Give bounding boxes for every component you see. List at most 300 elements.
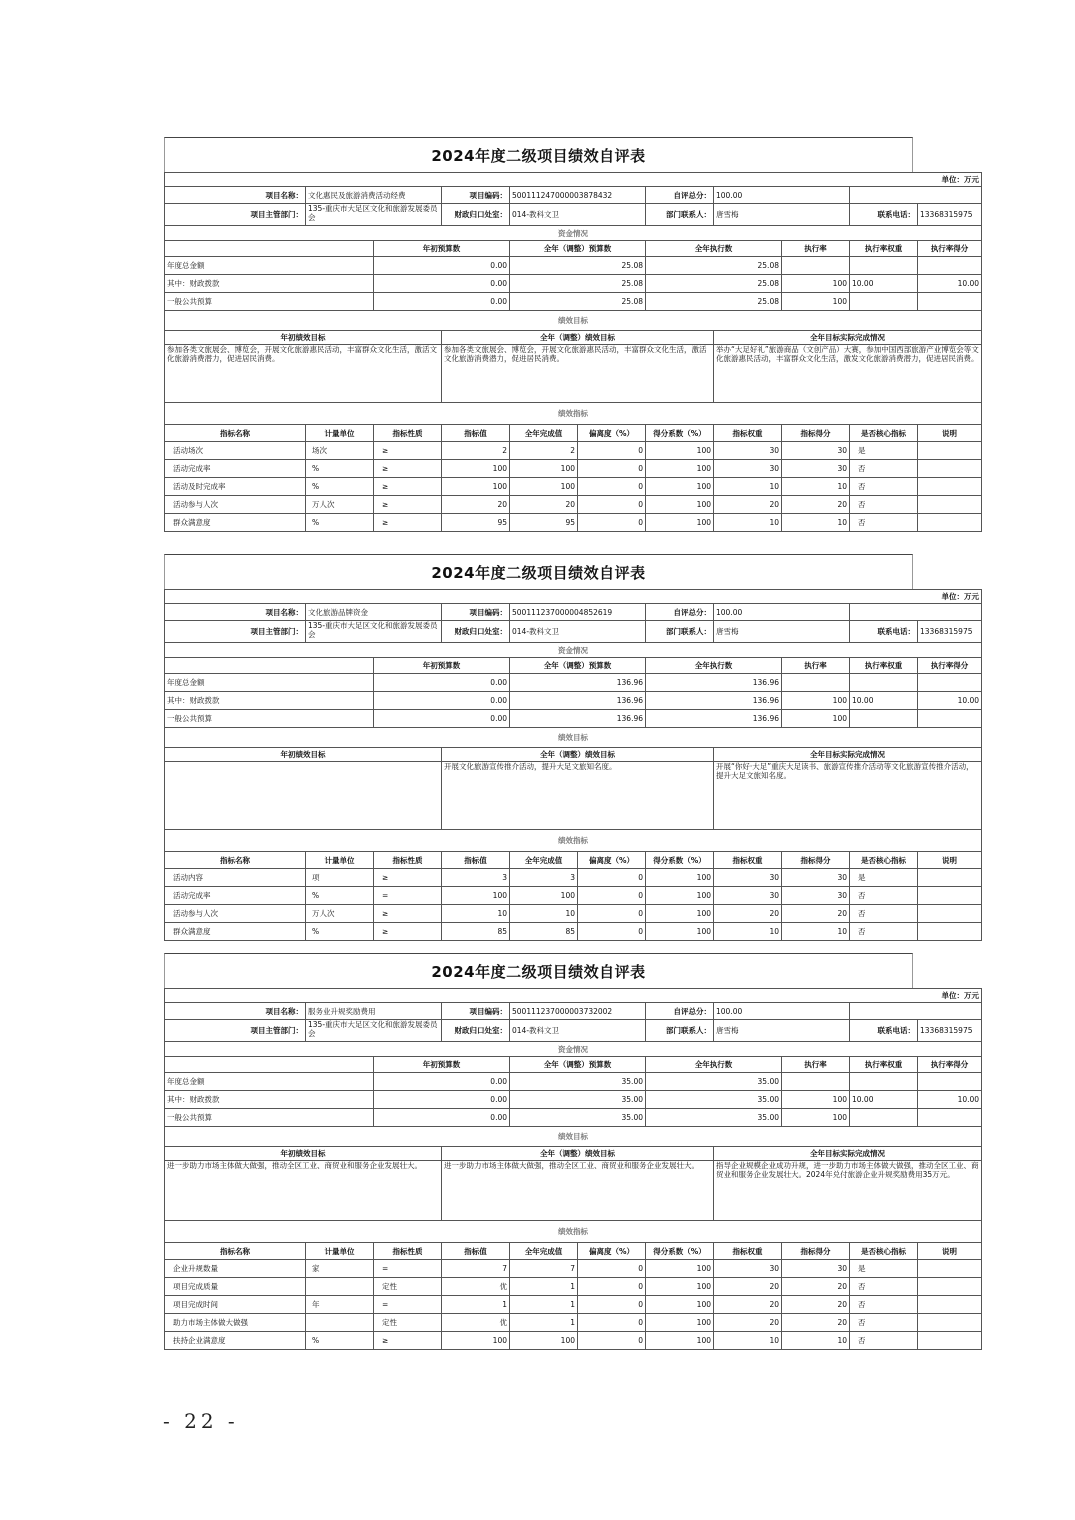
finance-office-label: 财政归口处室： [442, 1020, 510, 1042]
evaluation-form-1 [164, 137, 980, 532]
form-title: 2024年度二级项目绩效自评表 [164, 137, 913, 172]
phone-value: 13368315975 [918, 1020, 982, 1042]
indicators-section-title: 绩效指标 [165, 403, 982, 425]
dept-value: 135-重庆市大足区文化和旅游发展委员会 [306, 621, 442, 643]
indicator-score: 20 [782, 1278, 850, 1296]
indicator-score-coef: 100 [646, 442, 714, 460]
goal-adjusted-text: 参加各类文旅展会、博览会，开展文化旅游惠民活动，丰富群众文化生活，激活文化旅游消费潜力，促进居民消费。 [442, 345, 714, 403]
indicator-deviation: 0 [578, 1260, 646, 1278]
indicator-row [165, 514, 982, 532]
indicator-nature: 定性 [374, 1278, 442, 1296]
blank-cell [850, 1003, 982, 1020]
goal-col-header: 全年（调整）绩效目标 [442, 1147, 714, 1161]
funds-row-label: 一般公共预算 [165, 1109, 374, 1127]
indicator-value: 7 [442, 1260, 510, 1278]
funds-section-title: 资金情况 [165, 643, 982, 658]
indicator-deviation: 0 [578, 905, 646, 923]
indicator-deviation: 0 [578, 923, 646, 941]
indicator-col-header: 指标值 [442, 425, 510, 442]
project-code-value: 500111237000004852619 [510, 604, 646, 621]
funds-cell [850, 1073, 918, 1091]
goals-section-title: 绩效目标 [165, 311, 982, 331]
unit-label: 单位：万元 [165, 173, 982, 187]
indicator-weight: 20 [714, 1278, 782, 1296]
indicator-name: 扶持企业满意度 [165, 1332, 306, 1350]
indicator-nature: ≥ [374, 1332, 442, 1350]
funds-cell: 35.00 [646, 1073, 782, 1091]
indicator-row [165, 460, 982, 478]
indicator-deviation: 0 [578, 1332, 646, 1350]
indicator-is-core: 是 [850, 1260, 918, 1278]
funds-cell: 100 [782, 1091, 850, 1109]
indicator-col-header: 偏离度（%） [578, 425, 646, 442]
funds-cell: 136.96 [646, 674, 782, 692]
blank-cell [850, 604, 982, 621]
finance-office-label: 财政归口处室： [442, 204, 510, 226]
indicator-weight: 30 [714, 1260, 782, 1278]
funds-cell [782, 674, 850, 692]
indicator-score: 10 [782, 923, 850, 941]
goal-completion-text: 指导企业规模企业成功升规，进一步助力市场主体做大做强，推动全区工业、商贸业和服务企业发展壮大。2024年兑付旅游企业升规奖励费用35万元。 [714, 1161, 982, 1221]
funds-cell: 136.96 [510, 710, 646, 728]
goal-col-header: 年初绩效目标 [165, 1147, 442, 1161]
indicator-col-header: 指标值 [442, 1243, 510, 1260]
goal-completion-text: 举办“大足好礼”旅游商品（文创产品）大赛，参加中国西部旅游产业博览会等文化旅游惠民活动，丰富群众文化生活，激发文化旅游消费潜力，促进居民消费。 [714, 345, 982, 403]
indicator-is-core: 否 [850, 460, 918, 478]
indicator-is-core: 否 [850, 514, 918, 532]
form-title: 2024年度二级项目绩效自评表 [164, 953, 913, 988]
blank-cell [165, 1057, 374, 1073]
indicator-name: 活动及时完成率 [165, 478, 306, 496]
indicator-value: 100 [442, 1332, 510, 1350]
indicator-unit: % [306, 887, 374, 905]
indicator-nature: ≥ [374, 478, 442, 496]
indicator-deviation: 0 [578, 869, 646, 887]
indicator-col-header: 指标权重 [714, 852, 782, 869]
indicator-unit: % [306, 1332, 374, 1350]
indicator-row [165, 1314, 982, 1332]
dept-label: 项目主管部门： [165, 621, 306, 643]
funds-cell: 10.00 [850, 275, 918, 293]
funds-cell: 25.08 [646, 293, 782, 311]
funds-cell: 0.00 [374, 692, 510, 710]
indicator-actual: 20 [510, 496, 578, 514]
indicator-col-header: 指标权重 [714, 1243, 782, 1260]
goal-col-header: 全年目标实际完成情况 [714, 748, 982, 762]
indicator-weight: 10 [714, 1332, 782, 1350]
dept-value: 135-重庆市大足区文化和旅游发展委员会 [306, 1020, 442, 1042]
project-code-label: 项目编码： [442, 604, 510, 621]
indicator-col-header: 指标性质 [374, 425, 442, 442]
goal-adjusted-text: 进一步助力市场主体做大做强，推动全区工业、商贸业和服务企业发展壮大。 [442, 1161, 714, 1221]
indicator-actual: 95 [510, 514, 578, 532]
indicator-col-header: 指标性质 [374, 852, 442, 869]
project-code-value: 500111237000003732002 [510, 1003, 646, 1020]
indicator-col-header: 计量单位 [306, 1243, 374, 1260]
project-name-label: 项目名称： [165, 1003, 306, 1020]
funds-cell: 35.00 [510, 1091, 646, 1109]
indicator-weight: 20 [714, 1296, 782, 1314]
indicator-name: 活动完成率 [165, 887, 306, 905]
indicator-actual: 100 [510, 1332, 578, 1350]
indicator-score-coef: 100 [646, 1260, 714, 1278]
indicator-nature: ≥ [374, 905, 442, 923]
indicator-col-header: 得分系数（%） [646, 425, 714, 442]
funds-section-title: 资金情况 [165, 226, 982, 241]
funds-col-header: 年初预算数 [374, 658, 510, 674]
indicator-score: 30 [782, 869, 850, 887]
funds-cell: 25.08 [510, 275, 646, 293]
indicator-nature: 定性 [374, 1314, 442, 1332]
evaluation-form-2 [164, 554, 980, 941]
indicator-weight: 10 [714, 923, 782, 941]
indicator-row [165, 1296, 982, 1314]
indicator-col-header: 说明 [918, 425, 982, 442]
contact-label: 部门联系人： [646, 621, 714, 643]
indicator-note [918, 923, 982, 941]
funds-col-header: 全年执行数 [646, 241, 782, 257]
indicator-col-header: 计量单位 [306, 852, 374, 869]
indicator-score: 30 [782, 460, 850, 478]
indicator-deviation: 0 [578, 1314, 646, 1332]
indicator-note [918, 478, 982, 496]
indicator-note [918, 1296, 982, 1314]
indicator-unit: % [306, 460, 374, 478]
funds-row-label: 一般公共预算 [165, 710, 374, 728]
indicator-score: 20 [782, 496, 850, 514]
indicator-score-coef: 100 [646, 1296, 714, 1314]
unit-label: 单位：万元 [165, 590, 982, 604]
indicator-deviation: 0 [578, 887, 646, 905]
funds-row-label: 年度总金额 [165, 674, 374, 692]
indicator-note [918, 869, 982, 887]
funds-cell [782, 1073, 850, 1091]
indicator-col-header: 偏离度（%） [578, 1243, 646, 1260]
project-name-label: 项目名称： [165, 604, 306, 621]
contact-value: 唐雪梅 [714, 621, 850, 643]
funds-row-label: 年度总金额 [165, 1073, 374, 1091]
indicator-score: 30 [782, 887, 850, 905]
indicator-actual: 100 [510, 460, 578, 478]
funds-cell [850, 293, 918, 311]
funds-col-header: 年初预算数 [374, 241, 510, 257]
indicator-score-coef: 100 [646, 1332, 714, 1350]
indicator-unit: % [306, 514, 374, 532]
indicator-col-header: 指标权重 [714, 425, 782, 442]
indicator-score-coef: 100 [646, 905, 714, 923]
evaluation-form-3 [164, 953, 980, 1350]
indicator-actual: 3 [510, 869, 578, 887]
contact-value: 唐雪梅 [714, 204, 850, 226]
funds-row-label: 年度总金额 [165, 257, 374, 275]
indicator-weight: 30 [714, 869, 782, 887]
indicator-nature: ≥ [374, 496, 442, 514]
indicator-note [918, 1314, 982, 1332]
goal-col-header: 全年目标实际完成情况 [714, 331, 982, 345]
indicator-note [918, 887, 982, 905]
indicator-score-coef: 100 [646, 478, 714, 496]
funds-cell [918, 710, 982, 728]
indicator-value: 1 [442, 1296, 510, 1314]
funds-cell: 10.00 [850, 1091, 918, 1109]
funds-col-header: 执行率 [782, 1057, 850, 1073]
indicator-unit [306, 1278, 374, 1296]
funds-cell: 35.00 [646, 1091, 782, 1109]
funds-cell: 10.00 [918, 1091, 982, 1109]
form-title: 2024年度二级项目绩效自评表 [164, 554, 913, 589]
funds-cell [850, 710, 918, 728]
goal-col-header: 全年目标实际完成情况 [714, 1147, 982, 1161]
indicator-value: 100 [442, 887, 510, 905]
indicator-unit: 万人次 [306, 496, 374, 514]
indicator-score-coef: 100 [646, 1314, 714, 1332]
indicator-name: 活动参与人次 [165, 905, 306, 923]
funds-cell [782, 257, 850, 275]
funds-col-header: 执行率得分 [918, 1057, 982, 1073]
funds-cell: 136.96 [510, 674, 646, 692]
indicator-name: 群众满意度 [165, 923, 306, 941]
indicator-nature: = [374, 1296, 442, 1314]
dept-label: 项目主管部门： [165, 1020, 306, 1042]
phone-label: 联系电话： [850, 1020, 918, 1042]
indicator-col-header: 指标得分 [782, 1243, 850, 1260]
indicator-deviation: 0 [578, 478, 646, 496]
phone-label: 联系电话： [850, 621, 918, 643]
finance-office-label: 财政归口处室： [442, 621, 510, 643]
dept-value: 135-重庆市大足区文化和旅游发展委员会 [306, 204, 442, 226]
indicator-score: 20 [782, 1314, 850, 1332]
indicator-col-header: 是否核心指标 [850, 1243, 918, 1260]
blank-cell [165, 658, 374, 674]
self-total-label: 自评总分： [646, 604, 714, 621]
indicator-name: 助力市场主体做大做强 [165, 1314, 306, 1332]
indicator-deviation: 0 [578, 514, 646, 532]
funds-row-label: 其中：财政拨款 [165, 692, 374, 710]
indicator-col-header: 得分系数（%） [646, 1243, 714, 1260]
indicator-unit: 项 [306, 869, 374, 887]
contact-label: 部门联系人： [646, 1020, 714, 1042]
indicator-weight: 20 [714, 905, 782, 923]
funds-cell: 0.00 [374, 1091, 510, 1109]
goal-col-header: 全年（调整）绩效目标 [442, 331, 714, 345]
indicator-row [165, 905, 982, 923]
indicators-section-title: 绩效指标 [165, 1221, 982, 1243]
indicator-unit: 年 [306, 1296, 374, 1314]
funds-cell: 0.00 [374, 257, 510, 275]
funds-cell: 10.00 [850, 692, 918, 710]
indicator-weight: 10 [714, 514, 782, 532]
project-code-value: 500111247000003878432 [510, 187, 646, 204]
indicator-col-header: 指标值 [442, 852, 510, 869]
indicator-actual: 10 [510, 905, 578, 923]
finance-office-value: 014-教科文卫 [510, 1020, 646, 1042]
unit-label: 单位：万元 [165, 989, 982, 1003]
funds-cell: 0.00 [374, 1073, 510, 1091]
goals-section-title: 绩效目标 [165, 728, 982, 748]
funds-cell [918, 293, 982, 311]
indicator-nature: ≥ [374, 923, 442, 941]
indicator-row [165, 1260, 982, 1278]
funds-cell: 0.00 [374, 1109, 510, 1127]
indicator-weight: 20 [714, 496, 782, 514]
funds-col-header: 执行率权重 [850, 241, 918, 257]
indicator-nature: = [374, 1260, 442, 1278]
funds-col-header: 执行率得分 [918, 241, 982, 257]
indicator-nature: ≥ [374, 514, 442, 532]
goal-adjusted-text: 开展文化旅游宣传推介活动，提升大足文旅知名度。 [442, 762, 714, 830]
indicator-deviation: 0 [578, 1278, 646, 1296]
funds-cell: 100 [782, 1109, 850, 1127]
indicator-note [918, 496, 982, 514]
funds-cell: 100 [782, 275, 850, 293]
funds-col-header: 执行率权重 [850, 1057, 918, 1073]
project-name-value: 文化旅游品牌资金 [306, 604, 442, 621]
indicator-nature: ≥ [374, 442, 442, 460]
funds-cell: 35.00 [510, 1073, 646, 1091]
project-name-value: 服务业升规奖励费用 [306, 1003, 442, 1020]
indicator-score: 10 [782, 514, 850, 532]
indicator-note [918, 1278, 982, 1296]
indicator-col-header: 指标名称 [165, 852, 306, 869]
indicator-score-coef: 100 [646, 923, 714, 941]
indicator-actual: 1 [510, 1296, 578, 1314]
funds-col-header: 全年执行数 [646, 1057, 782, 1073]
indicator-name: 活动场次 [165, 442, 306, 460]
indicator-name: 活动内容 [165, 869, 306, 887]
funds-cell: 25.08 [510, 257, 646, 275]
funds-cell: 136.96 [646, 692, 782, 710]
indicator-col-header: 全年完成值 [510, 1243, 578, 1260]
funds-cell [850, 1109, 918, 1127]
indicator-nature: ≥ [374, 869, 442, 887]
indicator-row [165, 478, 982, 496]
indicator-weight: 30 [714, 887, 782, 905]
funds-col-header: 执行率得分 [918, 658, 982, 674]
indicator-deviation: 0 [578, 1296, 646, 1314]
indicator-name: 项目完成时间 [165, 1296, 306, 1314]
goal-col-header: 全年（调整）绩效目标 [442, 748, 714, 762]
phone-value: 13368315975 [918, 621, 982, 643]
indicator-weight: 20 [714, 1314, 782, 1332]
indicator-col-header: 得分系数（%） [646, 852, 714, 869]
indicator-is-core: 否 [850, 1296, 918, 1314]
indicator-row [165, 887, 982, 905]
indicator-row [165, 1278, 982, 1296]
indicator-col-header: 是否核心指标 [850, 425, 918, 442]
indicator-score: 30 [782, 1260, 850, 1278]
indicator-note [918, 460, 982, 478]
indicator-col-header: 指标性质 [374, 1243, 442, 1260]
funds-cell: 25.08 [510, 293, 646, 311]
indicator-name: 活动参与人次 [165, 496, 306, 514]
funds-col-header: 执行率 [782, 658, 850, 674]
indicator-score: 10 [782, 478, 850, 496]
goals-section-title: 绩效目标 [165, 1127, 982, 1147]
indicator-is-core: 否 [850, 905, 918, 923]
indicator-name: 活动完成率 [165, 460, 306, 478]
indicator-col-header: 说明 [918, 852, 982, 869]
phone-value: 13368315975 [918, 204, 982, 226]
funds-cell: 10.00 [918, 275, 982, 293]
funds-cell: 25.08 [646, 275, 782, 293]
indicator-value: 10 [442, 905, 510, 923]
indicator-score-coef: 100 [646, 887, 714, 905]
blank-cell [850, 187, 982, 204]
indicator-is-core: 是 [850, 442, 918, 460]
funds-cell [918, 1109, 982, 1127]
indicator-col-header: 计量单位 [306, 425, 374, 442]
indicator-weight: 30 [714, 442, 782, 460]
indicator-name: 企业升规数量 [165, 1260, 306, 1278]
indicator-col-header: 指标得分 [782, 425, 850, 442]
indicator-actual: 100 [510, 887, 578, 905]
funds-cell: 100 [782, 710, 850, 728]
indicator-is-core: 否 [850, 1314, 918, 1332]
blank-cell [165, 241, 374, 257]
indicators-section-title: 绩效指标 [165, 830, 982, 852]
indicator-col-header: 指标得分 [782, 852, 850, 869]
self-total-label: 自评总分： [646, 187, 714, 204]
indicator-score-coef: 100 [646, 869, 714, 887]
indicator-actual: 100 [510, 478, 578, 496]
goal-initial-text [165, 762, 442, 830]
contact-value: 唐雪梅 [714, 1020, 850, 1042]
indicator-score-coef: 100 [646, 496, 714, 514]
funds-col-header: 全年（调整）预算数 [510, 1057, 646, 1073]
funds-cell: 136.96 [510, 692, 646, 710]
indicator-value: 100 [442, 460, 510, 478]
indicator-row [165, 923, 982, 941]
indicator-unit: % [306, 478, 374, 496]
indicator-note [918, 514, 982, 532]
indicator-is-core: 否 [850, 496, 918, 514]
indicator-score-coef: 100 [646, 1278, 714, 1296]
indicator-unit: 家 [306, 1260, 374, 1278]
indicator-unit: % [306, 923, 374, 941]
indicator-value: 95 [442, 514, 510, 532]
indicator-score: 20 [782, 1296, 850, 1314]
indicator-actual: 2 [510, 442, 578, 460]
indicator-score-coef: 100 [646, 514, 714, 532]
goal-col-header: 年初绩效目标 [165, 748, 442, 762]
goal-col-header: 年初绩效目标 [165, 331, 442, 345]
funds-cell: 136.96 [646, 710, 782, 728]
indicator-row [165, 1332, 982, 1350]
indicator-deviation: 0 [578, 442, 646, 460]
indicator-is-core: 否 [850, 923, 918, 941]
self-total-value: 100.00 [714, 604, 850, 621]
indicator-row [165, 869, 982, 887]
indicator-value: 优 [442, 1278, 510, 1296]
indicator-name: 群众满意度 [165, 514, 306, 532]
funds-col-header: 年初预算数 [374, 1057, 510, 1073]
goal-initial-text: 进一步助力市场主体做大做强，推动全区工业、商贸业和服务企业发展壮大。 [165, 1161, 442, 1221]
indicator-note [918, 442, 982, 460]
self-total-value: 100.00 [714, 187, 850, 204]
indicator-unit: 万人次 [306, 905, 374, 923]
funds-cell: 100 [782, 293, 850, 311]
funds-cell: 25.08 [646, 257, 782, 275]
indicator-weight: 30 [714, 460, 782, 478]
funds-cell [918, 1073, 982, 1091]
funds-cell: 0.00 [374, 275, 510, 293]
indicator-col-header: 说明 [918, 1243, 982, 1260]
indicator-score: 30 [782, 442, 850, 460]
indicator-row [165, 442, 982, 460]
project-code-label: 项目编码： [442, 187, 510, 204]
funds-cell [850, 674, 918, 692]
indicator-col-header: 偏离度（%） [578, 852, 646, 869]
